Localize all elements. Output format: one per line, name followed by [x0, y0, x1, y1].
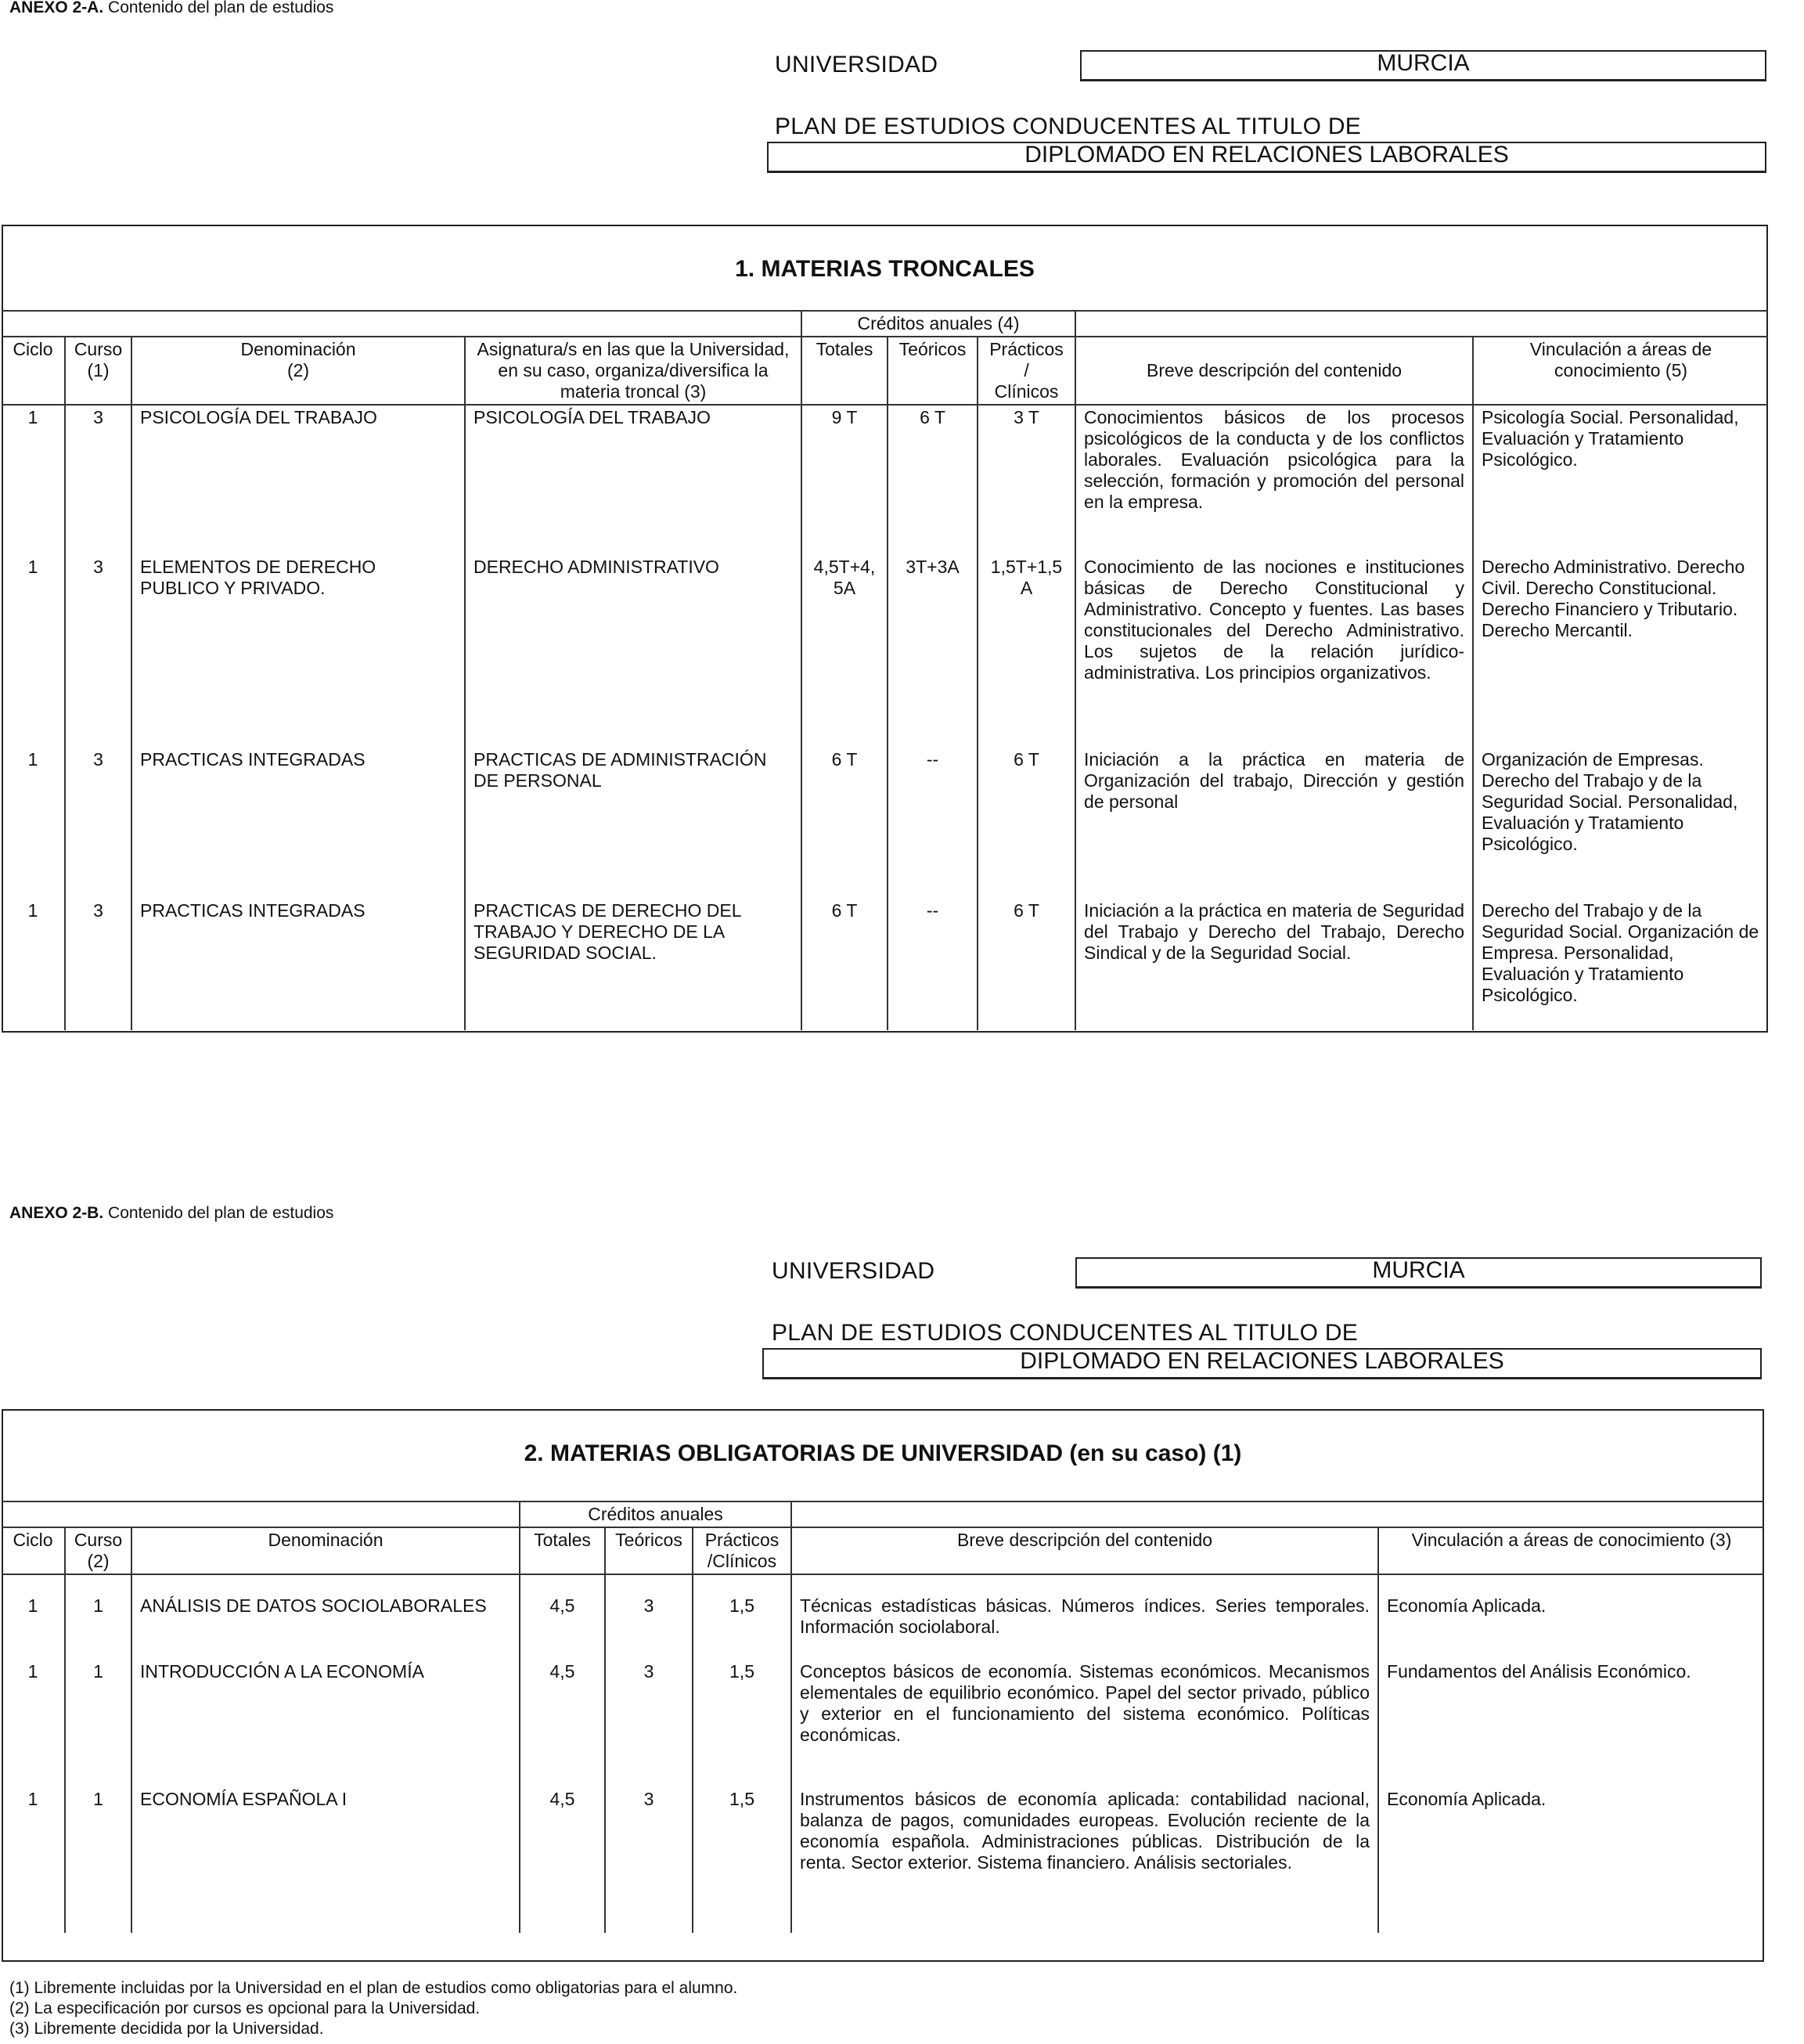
obligatorias-title: 2. MATERIAS OBLIGATORIAS DE UNIVERSIDAD (en su caso) (1) — [524, 1440, 1242, 1466]
col-asignatura: Asignatura/s en las que la Universidad, en su caso, organiza/diversifica la materia troncal (3) — [465, 337, 801, 405]
table-row — [2, 1787, 1764, 1933]
table-row — [2, 748, 1768, 899]
titulo-value-box — [767, 142, 1766, 173]
titulo-value: DIPLOMADO EN RELACIONES LABORALES — [1024, 142, 1509, 168]
cell-denominacion: ELEMENTOS DE DERECHO PUBLICO Y PRIVADO. — [131, 555, 465, 748]
credits-group-header: Créditos anuales (4) — [801, 311, 1075, 337]
cell-practicos: 1,5 — [693, 1787, 791, 1933]
cell-practicos: 1,5T+1,5 A — [978, 555, 1075, 748]
table-row — [2, 405, 1768, 555]
cell-totales: 6 T — [801, 748, 888, 899]
footnote: (2) La especificación por cursos es opcional para la Universidad. — [9, 1999, 481, 2017]
col-ciclo-b: Ciclo — [2, 1527, 65, 1574]
cell-curso: 1 — [65, 1787, 131, 1933]
universidad-value-box — [1080, 50, 1766, 81]
cell-curso: 1 — [65, 1574, 131, 1660]
anexo-b-label: ANEXO 2-B. Contenido del plan de estudios — [9, 1204, 334, 1222]
col-denominacion-b: Denominación — [131, 1527, 520, 1574]
cell-ciclo: 1 — [2, 899, 65, 1030]
cell-teoricos: 3 — [605, 1574, 693, 1660]
cell-teoricos: -- — [888, 899, 978, 1030]
cell-teoricos: 3T+3A — [888, 555, 978, 748]
col-practicos: Prácticos / Clínicos — [978, 337, 1075, 405]
col-teoricos-b: Teóricos — [605, 1527, 693, 1574]
universidad-value-box-b — [1075, 1257, 1762, 1289]
universidad-label: UNIVERSIDAD — [775, 52, 938, 78]
cell-totales: 4,5T+4, 5A — [801, 555, 888, 748]
cell-denominacion: INTRODUCCIÓN A LA ECONOMÍA — [131, 1660, 520, 1787]
cell-teoricos: -- — [888, 748, 978, 899]
cell-teoricos: 3 — [605, 1660, 693, 1787]
cell-curso: 3 — [65, 555, 131, 748]
plan-label: PLAN DE ESTUDIOS CONDUCENTES AL TITULO DE — [775, 114, 1362, 139]
col-vinculacion: Vinculación a áreas de conocimiento (5) — [1473, 337, 1768, 405]
table-row — [2, 1574, 1764, 1660]
cell-asignatura: DERECHO ADMINISTRATIVO — [465, 555, 801, 748]
cell-curso: 3 — [65, 405, 131, 555]
table-row — [2, 1660, 1764, 1787]
cell-vinculacion: Economía Aplicada. — [1378, 1574, 1764, 1660]
col-curso: Curso (1) — [65, 337, 131, 405]
cell-totales: 6 T — [801, 899, 888, 1030]
cell-vinculacion: Economía Aplicada. — [1378, 1787, 1764, 1933]
col-vinculacion-b: Vinculación a áreas de conocimiento (3) — [1378, 1527, 1764, 1574]
cell-ciclo: 1 — [2, 555, 65, 748]
cell-totales: 4,5 — [520, 1574, 605, 1660]
cell-practicos: 1,5 — [693, 1574, 791, 1660]
cell-ciclo: 1 — [2, 1787, 65, 1933]
cell-ciclo: 1 — [2, 405, 65, 555]
cell-totales: 9 T — [801, 405, 888, 555]
col-descripcion: Breve descripción del contenido — [1075, 337, 1473, 405]
cell-practicos: 1,5 — [693, 1660, 791, 1787]
cell-vinculacion: Derecho Administrativo. Derecho Civil. Derecho Constitucional. Derecho Financiero y Tributario. Derecho Mercantil. — [1473, 555, 1768, 748]
cell-totales: 4,5 — [520, 1787, 605, 1933]
col-curso-b: Curso (2) — [65, 1527, 131, 1574]
cell-denominacion: PRACTICAS INTEGRADAS — [131, 899, 465, 1030]
footnote: (3) Libremente decidida por la Universidad. — [9, 2020, 324, 2038]
col-totales: Totales — [801, 337, 888, 405]
cell-curso: 1 — [65, 1660, 131, 1787]
cell-asignatura: PRACTICAS DE DERECHO DEL TRABAJO Y DERECHO DE LA SEGURIDAD SOCIAL. — [465, 899, 801, 1030]
cell-teoricos: 3 — [605, 1787, 693, 1933]
cell-ciclo: 1 — [2, 1574, 65, 1660]
anexo-a-label: ANEXO 2-A. Contenido del plan de estudios — [9, 0, 334, 16]
col-ciclo: Ciclo — [2, 337, 65, 405]
cell-practicos: 3 T — [978, 405, 1075, 555]
titulo-value-box-b — [762, 1348, 1762, 1379]
col-practicos-b: Prácticos /Clínicos — [693, 1527, 791, 1574]
cell-descripcion: Instrumentos básicos de economía aplicada: contabilidad nacional, balanza de pagos, comunidades europeas. Evolución reciente de la economía española. Administraciones públicas. Distribución de la renta. Sector exterior. Sistema financiero. Análisis sectoriales. — [791, 1787, 1378, 1933]
troncales-table — [2, 310, 1768, 1030]
cell-descripcion: Iniciación a la práctica en materia de Seguridad del Trabajo y Derecho del Trabajo, Derecho Sindical y de la Seguridad Social. — [1075, 899, 1473, 1030]
table-row — [2, 899, 1768, 1030]
plan-label-b: PLAN DE ESTUDIOS CONDUCENTES AL TITULO DE — [772, 1320, 1359, 1346]
cell-denominacion: ANÁLISIS DE DATOS SOCIOLABORALES — [131, 1574, 520, 1660]
titulo-value-b: DIPLOMADO EN RELACIONES LABORALES — [1020, 1348, 1504, 1374]
troncales-title: 1. MATERIAS TRONCALES — [735, 256, 1035, 282]
cell-ciclo: 1 — [2, 1660, 65, 1787]
cell-descripcion: Conocimientos básicos de los procesos psicológicos de la conducta y de los conflictos laborales. Evaluación psicológica para la selección, formación y promoción del personal en la empresa. — [1075, 405, 1473, 555]
cell-curso: 3 — [65, 899, 131, 1030]
cell-practicos: 6 T — [978, 748, 1075, 899]
col-denominacion: Denominación (2) — [131, 337, 465, 405]
cell-vinculacion: Fundamentos del Análisis Económico. — [1378, 1660, 1764, 1787]
cell-descripcion: Conceptos básicos de economía. Sistemas económicos. Mecanismos elementales de equilibrio económico. Papel del sector privado, público y exterior en el funcionamiento del sistema económico. Políticas económicas. — [791, 1660, 1378, 1787]
cell-curso: 3 — [65, 748, 131, 899]
cell-denominacion: PSICOLOGÍA DEL TRABAJO — [131, 405, 465, 555]
cell-denominacion: ECONOMÍA ESPAÑOLA I — [131, 1787, 520, 1933]
cell-vinculacion: Organización de Empresas. Derecho del Trabajo y de la Seguridad Social. Personalidad, Evaluación y Tratamiento Psicológico. — [1473, 748, 1768, 899]
universidad-value: MURCIA — [1377, 50, 1470, 76]
universidad-label-b: UNIVERSIDAD — [772, 1258, 935, 1284]
col-teoricos: Teóricos — [888, 337, 978, 405]
footnotes — [9, 1978, 737, 2039]
cell-asignatura: PSICOLOGÍA DEL TRABAJO — [465, 405, 801, 555]
cell-asignatura: PRACTICAS DE ADMINISTRACIÓN DE PERSONAL — [465, 748, 801, 899]
cell-vinculacion: Psicología Social. Personalidad, Evaluación y Tratamiento Psicológico. — [1473, 405, 1768, 555]
credits-group-header-b: Créditos anuales — [520, 1501, 791, 1527]
footnote: (1) Libremente incluidas por la Universidad en el plan de estudios como obligatorias para el alumno. — [9, 1979, 738, 1997]
universidad-value-b: MURCIA — [1372, 1257, 1465, 1283]
obligatorias-table — [2, 1501, 1764, 1933]
col-totales-b: Totales — [520, 1527, 605, 1574]
cell-descripcion: Conocimiento de las nociones e instituciones básicas de Derecho Constitucional y Administrativo. Concepto y fuentes. Las bases constitucionales del Derecho Administrativo. Los sujetos de la relación jurídico-administrativa. Los principios organizativos. — [1075, 555, 1473, 748]
table-row — [2, 555, 1768, 748]
cell-vinculacion: Derecho del Trabajo y de la Seguridad Social. Organización de Empresa. Personalidad, Evaluación y Tratamiento Psicológico. — [1473, 899, 1768, 1030]
cell-ciclo: 1 — [2, 748, 65, 899]
col-descripcion-b: Breve descripción del contenido — [791, 1527, 1378, 1574]
cell-descripcion: Iniciación a la práctica en materia de Organización del trabajo, Dirección y gestión de personal — [1075, 748, 1473, 899]
cell-denominacion: PRACTICAS INTEGRADAS — [131, 748, 465, 899]
cell-practicos: 6 T — [978, 899, 1075, 1030]
cell-teoricos: 6 T — [888, 405, 978, 555]
cell-totales: 4,5 — [520, 1660, 605, 1787]
cell-descripcion: Técnicas estadísticas básicas. Números índices. Series temporales. Información sociolaboral. — [791, 1574, 1378, 1660]
